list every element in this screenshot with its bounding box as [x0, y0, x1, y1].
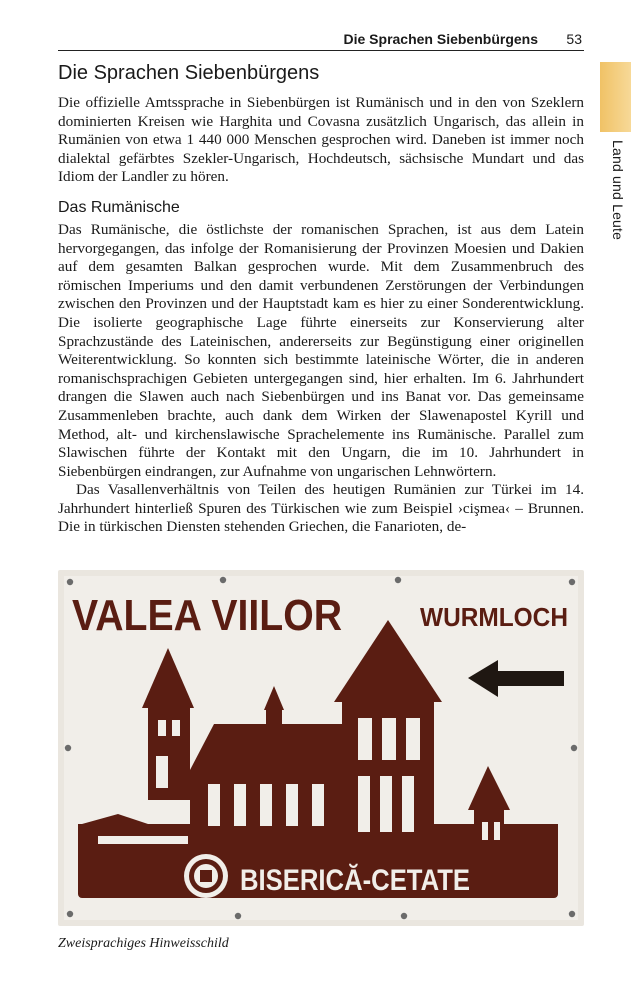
sign-illustration	[58, 570, 584, 926]
sign-photo	[58, 570, 584, 926]
running-head	[58, 28, 584, 51]
section-heading: Das Rumänische	[58, 198, 180, 216]
article-title: Die Sprachen Siebenbürgens	[58, 62, 320, 84]
intro-paragraph: Die offizielle Amtssprache in Siebenbürgen ist Rumänisch und in den von Szeklern dominierten Kreisen wie Harghita und Covasna zusätzlich Ungarisch, das allein in Rumänien von etwa 1 440 000 Menschen gesprochen wird. Daneben ist immer noch dialektal gefärbtes Szekler-Ungarisch, Hochdeutsch, sächsische Mundart und das Idiom der Landler zu hören.	[58, 94, 584, 186]
chapter-tab-marker	[600, 62, 631, 132]
sign-bottom-text: BISERICĂ-CETATE	[240, 864, 509, 897]
body-paragraph-1: Das Rumänische, die östlichste der romanischen Sprachen, ist aus dem Latein hervorgegangen, das infolge der Romanisierung der Provinzen Moesien und Dakien auf dem gesamten Balkan gesprochen wurde. Mit dem Zusammenbruch des römischen Imperiums und den damit verbundenen Zerstörungen der Verbindungen zwischen den Provinzen und der Hauptstadt kam es hier zu einer Sonderentwicklung. Die isolierte geographische Lage führte einerseits zur Konservierung alter Sprachzustände des Lateinischen, andererseits zur Begünstigung einer originellen Weiterentwicklung. So konnten sich bestimmte lateinische Wörter, die in anderen romanischsprachigen Gebieten untergegangen sind, hier erhalten. Im 6. Jahrhundert drangen die Slawen auch nach Siebenbürgen und ins Banat vor. Das gemeinsame Zusammenleben brachte, auch dank dem Wirken der Slawenapostel Kyrill und Method, alt- und kirchenslawische Sprachelemente ins Rumänische. Parallel zum Slawischen führte der Kontakt mit den Ungarn, die im 10. Jahrhundert in Siebenbürgen eindrangen, zur Aufnahme von ungarischen Lehnwörtern.	[58, 220, 584, 480]
heritage-emblem-icon	[184, 854, 228, 898]
running-title: Die Sprachen Siebenbürgens	[343, 31, 538, 47]
article-body	[58, 60, 584, 537]
chapter-side-label: Land und Leute	[610, 140, 626, 241]
sign-secondary-text: WURMLOCH	[420, 602, 568, 632]
photo-caption: Zweisprachiges Hinweisschild	[58, 936, 229, 951]
page-number: 53	[566, 31, 582, 47]
sign-main-text: VALEA VIILOR	[72, 591, 342, 640]
body-paragraph-2: Das Vasallenverhältnis von Teilen des heutigen Rumänien zur Türkei im 14. Jahrhundert hinterließ Spuren des Türkischen wie zum Beispiel ›cişmea‹ – Brunnen. Die in türkischen Diensten stehenden Griechen, die Fanarioten, de-	[58, 481, 584, 536]
